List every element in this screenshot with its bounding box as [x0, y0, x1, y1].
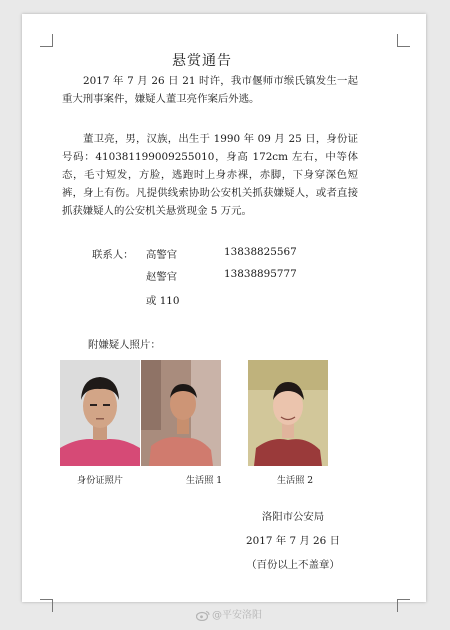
photo-caption: 生活照 2 — [276, 475, 314, 486]
contact-label: 联系人： — [92, 249, 134, 261]
portrait-life-photo-2 — [248, 360, 328, 466]
contact-phone: 13838895777 — [224, 268, 297, 280]
watermark-text: @平安洛阳 — [212, 610, 262, 621]
contact-officer: 赵警官 — [146, 271, 178, 283]
crop-mark — [40, 599, 53, 612]
photo-caption: 生活照 1 — [185, 475, 223, 486]
suspect-description-paragraph: 董卫亮，男，汉族，出生于 1990 年 09 月 25 日，身份证号码：410381199009255010，身高 172cm 左右，中等体态，毛寸短发，方脸，逃跑时上身赤裸，赤脚，下身穿深色短裤，身上有伤。凡提供线索协助公安机关抓获嫌疑人，或者直接抓获嫌疑人的公安机关悬赏现金 5 万元。 — [62, 133, 358, 217]
portrait-life-photo-1 — [141, 360, 221, 466]
crop-mark — [397, 599, 410, 612]
photo-caption: 身份证照片 — [77, 475, 123, 486]
case-paragraph: 2017 年 7 月 26 日 21 时许，我市偃师市缑氏镇发生一起重大刑事案件，嫌疑人董卫亮作案后外逃。 — [62, 75, 358, 105]
contact-officer: 高警官 — [146, 249, 178, 261]
photos-label: 附嫌疑人照片： — [88, 339, 161, 351]
crop-mark — [40, 34, 53, 47]
notice-title: 悬赏通告 — [172, 53, 232, 69]
contact-alt-110: 或 110 — [146, 295, 180, 307]
contact-phone: 13838825567 — [224, 246, 297, 258]
id-card-photo — [60, 360, 140, 466]
life-photo-1 — [141, 360, 221, 466]
life-photo-2 — [248, 360, 328, 466]
stamp-note: （百份以上不盖章） — [246, 559, 340, 571]
portrait-id-photo — [60, 360, 140, 466]
crop-mark — [397, 34, 410, 47]
weibo-logo-icon — [196, 610, 210, 621]
issuer: 洛阳市公安局 — [261, 511, 325, 523]
issue-date: 2017 年 7 月 26 日 — [246, 535, 340, 547]
weibo-watermark — [196, 606, 262, 621]
